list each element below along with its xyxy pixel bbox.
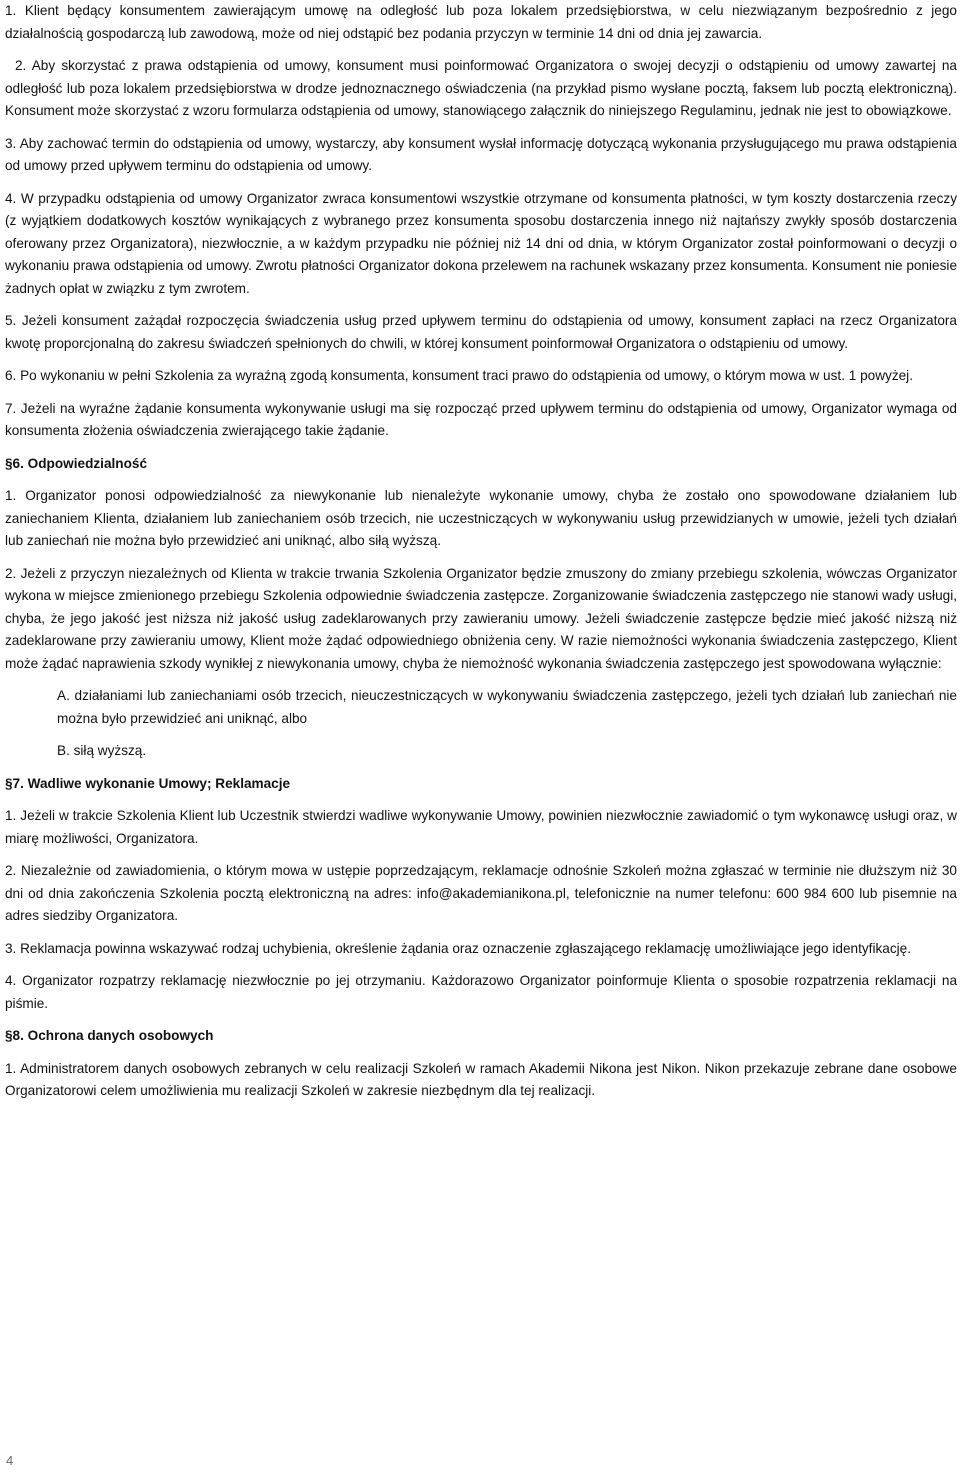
section-7-paragraph-4: 4. Organizator rozpatrzy reklamację niezwłocznie po jej otrzymaniu. Każdorazowo Organizator poinformuje Klienta o sposobie rozpatrzenia reklamacji na piśmie.	[5, 973, 957, 1011]
paragraph-withdrawal-1: 1. Klient będący konsumentem zawierającym umowę na odległość lub poza lokalem przedsiębiorstwa, w celu niezwiązanym bezpośrednio z jego działalnością gospodarczą lub zawodową, może od niej odstąpić bez podania przyczyn w terminie 14 dni od dnia jej zawarcia.	[5, 3, 957, 41]
paragraph-withdrawal-7: 7. Jeżeli na wyraźne żądanie konsumenta wykonywanie usługi ma się rozpocząć przed upływem terminu do odstąpienia od umowy, Organizator wymaga od konsumenta złożenia oświadczenia zwierającego takie żądanie.	[5, 400, 957, 438]
paragraph-withdrawal-6: 6. Po wykonaniu w pełni Szkolenia za wyraźną zgodą konsumenta, konsument traci prawo do odstąpienia od umowy, o którym mowa w ust. 1 powyżej.	[5, 368, 913, 383]
section-8-heading: §8. Ochrona danych osobowych	[5, 1028, 214, 1043]
section-7-paragraph-1: 1. Jeżeli w trakcie Szkolenia Klient lub Uczestnik stwierdzi wadliwe wykonywanie Umowy, powinien niezwłocznie zawiadomić o tym wykonawcę usługi oraz, w miarę możliwości, Organizatora.	[5, 808, 957, 846]
section-6-paragraph-2: 2. Jeżeli z przyczyn niezależnych od Klienta w trakcie trwania Szkolenia Organizator będzie zmuszony do zmiany przebiegu szkolenia, wówczas Organizator wykona w miejsce zmienionego przebiegu Szkolenia odpowiednie świadczenia zastępcze. Zorganizowanie świadczenia zastępczego nie stanowi wady usługi, chyba, że jego jakość jest niższa niż jakość usług zadeklarowanych przy zawieraniu umowy. Jeżeli świadczenie zastępcze będzie mieć jakość niższą niż zadeklarowane przy zawieraniu umowy, Klient może żądać odpowiedniego obniżenia ceny. W razie niemożności wykonania świadczenia zastępczego, Klient może żądać naprawienia szkody wynikłej z niewykonania umowy, chyba że niemożność wykonania świadczenia zastępczego jest spowodowana wyłącznie:	[5, 565, 957, 671]
document-page	[5, 0, 957, 1440]
section-7-heading: §7. Wadliwe wykonanie Umowy; Reklamacje	[5, 775, 291, 791]
paragraph-withdrawal-4: 4. W przypadku odstąpienia od umowy Organizator zwraca konsumentowi wszystkie otrzymane od konsumenta płatności, w tym koszty dostarczenia rzeczy (z wyjątkiem dodatkowych kosztów wynikających z wybranego przez konsumenta sposobu dostarczenia innego niż najtańszy zwykły sposób dostarczenia oferowany przez Organizatora), niezwłocznie, a w każdym przypadku nie później niż 14 dni od dnia, w którym Organizator został poinformowani o decyzji o wykonaniu prawa odstąpienia od umowy. Zwrotu płatności Organizator dokona przelewem na rachunek wskazany przez konsumenta. Konsument nie poniesie żadnych opłat w związku z tym zwrotem.	[5, 190, 957, 296]
section-7-paragraph-2: 2. Niezależnie od zawiadomienia, o którym mowa w ustępie poprzedzającym, reklamacje odnośnie Szkoleń można zgłaszać w terminie nie dłuższym niż 30 dni od dnia zakończenia Szkolenia pocztą elektroniczną na adres: info@akademianikona.pl, telefonicznie na numer telefonu: 600 984 600 lub pisemnie na adres siedziby Organizatora.	[5, 863, 957, 923]
section-7-paragraph-3: 3. Reklamacja powinna wskazywać rodzaj uchybienia, określenie żądania oraz oznaczenie zgłaszającego reklamację umożliwiające jego identyfikację.	[5, 940, 911, 956]
paragraph-withdrawal-5: 5. Jeżeli konsument zażądał rozpoczęcia świadczenia usług przed upływem terminu do odstąpienia od umowy, konsument zapłaci na rzecz Organizatora kwotę proporcjonalną do zakresu świadczeń spełnionych do chwili, w której konsument poinformował Organizatora o odstąpieniu od umowy.	[5, 313, 957, 351]
paragraph-withdrawal-3: 3. Aby zachować termin do odstąpienia od umowy, wystarczy, aby konsument wysłał informację dotyczącą wykonania przysługującego mu prawa odstąpienia od umowy przed upływem terminu do odstąpienia od umowy.	[5, 135, 957, 173]
section-6-subitem-b: B. siłą wyższą.	[57, 743, 147, 758]
section-6-subitem-a: A. działaniami lub zaniechaniami osób trzecich, nieuczestniczących w wykonywaniu świadczenia zastępczego, jeżeli tych działań lub zaniechań nie można było przewidzieć ani uniknąć, albo	[57, 688, 957, 726]
section-6-heading: §6. Odpowiedzialność	[5, 455, 148, 471]
page-number: 4	[6, 1453, 14, 1468]
section-8-paragraph-1: 1. Administratorem danych osobowych zebranych w celu realizacji Szkoleń w ramach Akademii Nikona jest Nikon. Nikon przekazuje zebrane dane osobowe Organizatorowi celem umożliwienia mu realizacji Szkoleń w zakresie niezbędnym dla tej realizacji.	[5, 1060, 957, 1098]
section-6-paragraph-1: 1. Organizator ponosi odpowiedzialność za niewykonanie lub nienależyte wykonanie umowy, chyba że zostało ono spowodowane działaniem lub zaniechaniem Klienta, działaniem lub zaniechaniem osób trzecich, nie uczestniczących w wykonywaniu usług przewidzianych w umowie, jeżeli tych działań lub zaniechań nie można było przewidzieć ani uniknąć, albo siłą wyższą.	[5, 488, 957, 548]
paragraph-withdrawal-2: 2. Aby skorzystać z prawa odstąpienia od umowy, konsument musi poinformować Organizatora o swojej decyzji o odstąpieniu od umowy zawartej na odległość lub poza lokalem przedsiębiorstwa w drodze jednoznacznego oświadczenia (na przykład pismo wysłane pocztą, faksem lub pocztą elektroniczną). Konsument może skorzystać z wzoru formularza odstąpienia od umowy, stanowiącego załącznik do niniejszego Regulaminu, jednak nie jest to obowiązkowe.	[5, 58, 957, 118]
